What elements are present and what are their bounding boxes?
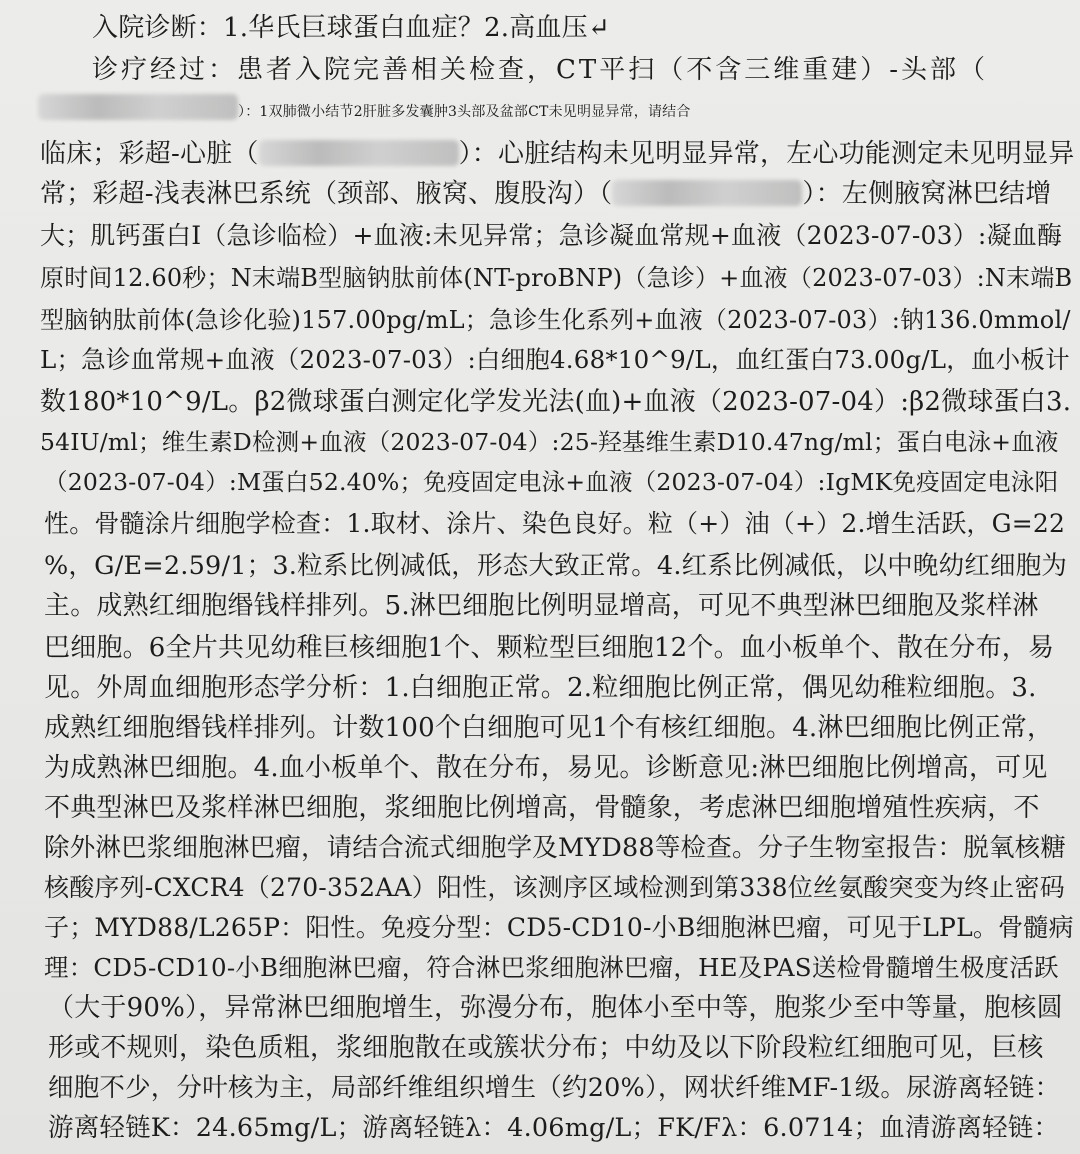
- line-text: 核酸序列-CXCR4（270-352AA）阳性，该测序区域检测到第338位丝氨酸突变为终止密码: [44, 873, 1065, 902]
- line-text: 型脑钠肽前体(急诊化验)157.00pg/mL；急诊生化系列+血液（2023-07-03）:钠136.0mmol/: [40, 306, 1071, 334]
- text-line: [40, 300, 1071, 340]
- text-line: [48, 1108, 1059, 1148]
- line-text: 成熟红细胞缗钱样排列。计数100个白细胞可见1个有核红细胞。4.淋巴细胞比例正常，: [44, 713, 1054, 743]
- line-text: 54IU/ml；维生素D检测+血液（2023-07-04）:25-羟基维生素D10.47ng/ml；蛋白电泳+血液: [40, 428, 1059, 456]
- line-text: ）：心脏结构未见明显异常，左心功能测定未见明显异: [458, 139, 1075, 169]
- text-line: [40, 174, 1076, 214]
- text-line: [44, 948, 1059, 988]
- line-text: 为成熟淋巴细胞。4.血小板单个、散在分布，易见。诊断意见:淋巴细胞比例增高，可见: [44, 753, 1048, 783]
- line-text: （大于90%），异常淋巴细胞增生，弥漫分布，胞体小至中等，胞浆少至中等量，胞核圆: [48, 993, 1063, 1023]
- text-line: [44, 462, 1058, 502]
- line-text: 主。成熟红细胞缗钱样排列。5.淋巴细胞比例明显增高，可见不典型淋巴细胞及浆样淋: [44, 591, 1039, 621]
- line-text: 大；肌钙蛋白I（急诊临检）+血液:未见异常；急诊凝血常规+血液（2023-07-03）:凝血酶: [40, 221, 1063, 250]
- line-text: ）：1双肺微小结节2肝脏多发囊肿3头部及盆部CT未见明显异常，请结合: [238, 104, 691, 120]
- text-line: [40, 258, 1072, 298]
- text-line: [40, 134, 1076, 174]
- line-text: 形或不规则，染色质粗，浆细胞散在或簇状分布；中幼及以下阶段粒红细胞可见，巨核: [48, 1033, 1044, 1063]
- text-line: [44, 828, 1066, 868]
- text-line: [44, 504, 1065, 544]
- text-line: [92, 50, 1072, 90]
- admission-diagnosis-line: [92, 8, 632, 48]
- text-line: [40, 422, 1059, 462]
- text-line: [48, 988, 1063, 1028]
- text-line: [44, 586, 1039, 626]
- line-text: 性。骨髓涂片细胞学检查：1.取材、涂片、染色良好。粒（+）油（+）2.增生活跃，G=22: [44, 509, 1066, 538]
- text-line: [48, 1028, 1044, 1068]
- line-text: 数180*10^9/L。β2微球蛋白测定化学发光法(血)+血液（2023-07-04）:β2微球蛋白3.: [40, 387, 1072, 417]
- line-text: 不典型淋巴及浆样淋巴细胞，浆细胞比例增高，骨髓象，考虑淋巴细胞增殖性疾病，不: [44, 793, 1040, 823]
- text-line: [44, 546, 1067, 586]
- line-text: 子；MYD88/L265P：阳性。免疫分型：CD5-CD10-小B细胞淋巴瘤，可见于LPL。骨髓病: [44, 913, 1074, 942]
- line-text: %，G/E=2.59/1；3.粒系比例减低，形态大致正常。4.红系比例减低，以中晚幼红细胞为: [44, 551, 1068, 581]
- text-line: [40, 340, 1070, 380]
- line-text: 细胞不少，分叶核为主，局部纤维组织增生（约20%），网状纤维MF-1级。尿游离轻链：: [48, 1073, 1061, 1103]
- line-text: 理：CD5-CD10-小B细胞淋巴瘤，符合淋巴浆细胞淋巴瘤，HE及PAS送检骨髓增生极度活跃: [44, 953, 1059, 982]
- line-text: 临床；彩超-心脏（: [40, 139, 259, 169]
- redacted-region: [259, 140, 459, 166]
- line-text: ）：左侧腋窝淋巴结增: [802, 179, 1052, 209]
- line-text: 巴细胞。6全片共见幼稚巨核细胞1个、颗粒型巨细胞12个。血小板单个、散在分布，易: [44, 633, 1055, 663]
- text-line: [44, 708, 1053, 748]
- admission-diagnosis-text: 入院诊断：1.华氏巨球蛋白血症？2.高血压↵: [92, 13, 610, 43]
- text-line: [38, 92, 1078, 132]
- line-text: 游离轻链K：24.65mg/L；游离轻链λ：4.06mg/L；FK/Fλ：6.0714；血清游离轻链：: [48, 1113, 1060, 1143]
- line-text: 见。外周血细胞形态学分析：1.白细胞正常。2.粒细胞比例正常，偶见幼稚粒细胞。3.: [44, 673, 1037, 703]
- text-line: [44, 868, 1065, 908]
- line-text: （2023-07-04）:M蛋白52.40%；免疫固定电泳+血液（2023-07-04）:IgMK免疫固定电泳阳: [44, 468, 1059, 496]
- line-text: 除外淋巴浆细胞淋巴瘤，请结合流式细胞学及MYD88等检查。分子生物室报告：脱氧核糖: [44, 833, 1067, 863]
- text-line: [48, 1068, 1060, 1108]
- text-line: [44, 788, 1040, 828]
- line-text: 诊疗经过：患者入院完善相关检查，CT平扫（不含三维重建）-头部（: [92, 55, 989, 85]
- redacted-region: [38, 94, 238, 120]
- text-line: [40, 216, 1062, 256]
- text-line: [40, 382, 1071, 422]
- text-line: [44, 748, 1048, 788]
- text-line: [44, 908, 1074, 948]
- line-text: 常；彩超-浅表淋巴系统（颈部、腋窝、腹股沟）（: [40, 179, 613, 209]
- line-text: L；急诊血常规+血液（2023-07-03）:白细胞4.68*10^9/L，血红蛋白73.00g/L，血小板计: [40, 345, 1070, 374]
- text-line: [44, 668, 1037, 708]
- redacted-region: [612, 180, 802, 206]
- text-line: [44, 628, 1054, 668]
- line-text: 原时间12.60秒；N末端B型脑钠肽前体(NT-proBNP)（急诊）+血液（2023-07-03）:N末端B: [40, 264, 1073, 292]
